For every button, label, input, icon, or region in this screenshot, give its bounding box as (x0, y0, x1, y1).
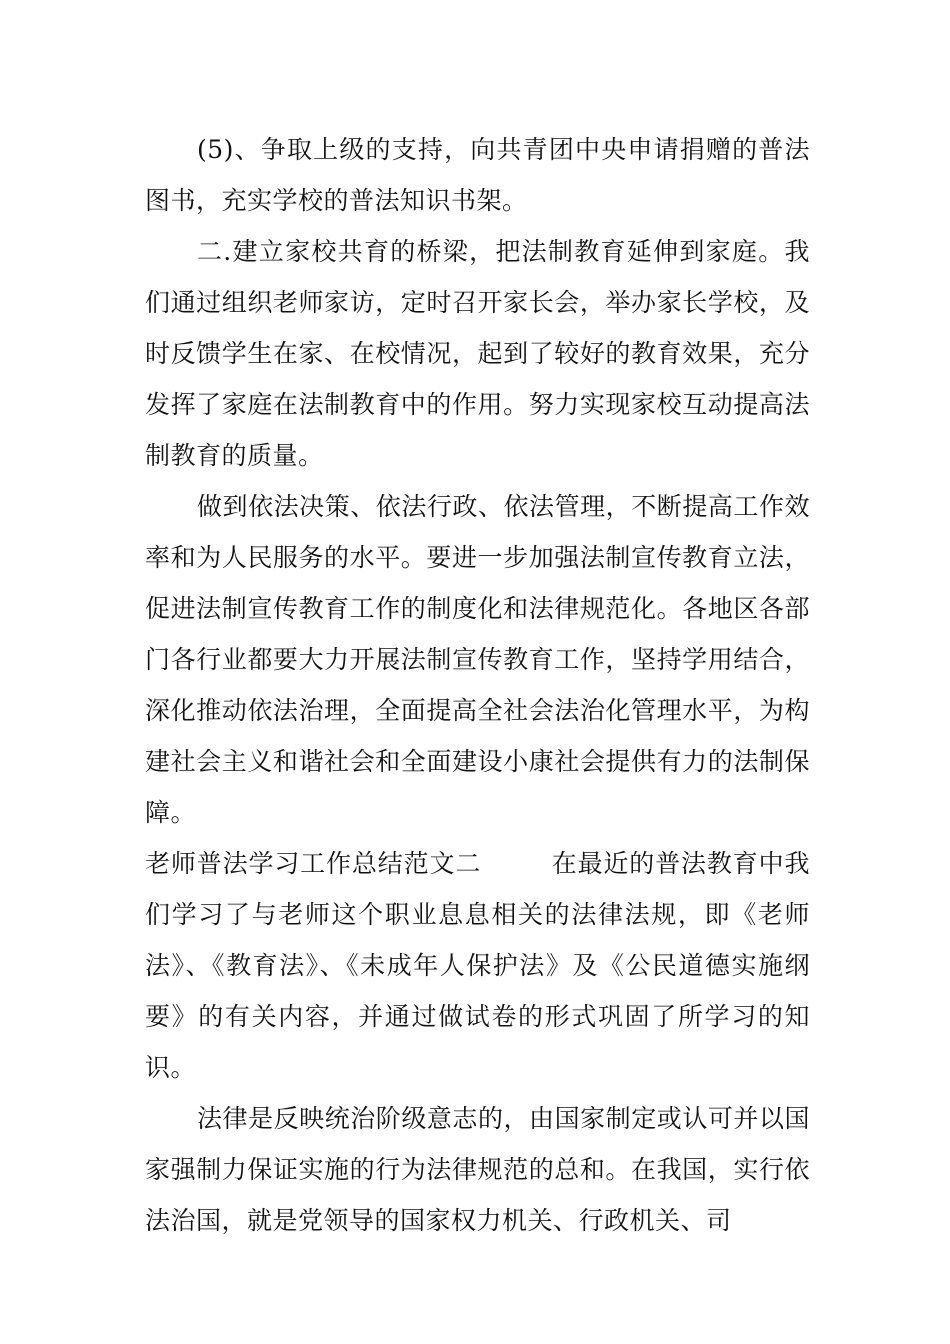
paragraph-summary-two (145, 838, 810, 1093)
paragraph-law-definition: 法律是反映统治阶级意志的，由国家制定或认可并以国家强制力保证实施的行为法律规范的总和。在我国，实行依法治国，就是党领导的国家权力机关、行政机关、司 (145, 1104, 810, 1235)
document-body (145, 124, 810, 1246)
paragraph-home-school-bridge: 二.建立家校共育的桥梁，把法制教育延伸到家庭。我们通过组织老师家访，定时召开家长会，举办家长学校，及时反馈学生在家、在校情况，起到了较好的教育效果，充分发挥了家庭在法制教育中的作用。努力实现家校互动提高法制教育的质量。 (145, 237, 810, 470)
paragraph-lawful-governance: 做到依法决策、依法行政、依法管理，不断提高工作效率和为人民服务的水平。要进一步加强法制宣传教育立法，促进法制宣传教育工作的制度化和法律规范化。各地区各部门各行业都要大力开展法制宣传教育工作，坚持学用结合，深化推动依法治理，全面提高全社会法治化管理水平，为构建社会主义和谐社会和全面建设小康社会提供有力的法制保障。 (145, 492, 810, 827)
section-heading: 老师普法学习工作总结范文二 (145, 849, 482, 878)
summary-two-text: 在最近的普法教育中我们学习了与老师这个职业息息相关的法律法规，即《老师法》、《教育法》、《未成年人保护法》及《公民道德实施纲要》的有关内容，并通过做试卷的形式巩固了所学习的知识。 (145, 849, 810, 1082)
heading-gap (481, 849, 551, 878)
paragraph-support-superiors: (5)、争取上级的支持，向共青团中央申请捐赠的普法图书，充实学校的普法知识书架。 (145, 135, 810, 215)
